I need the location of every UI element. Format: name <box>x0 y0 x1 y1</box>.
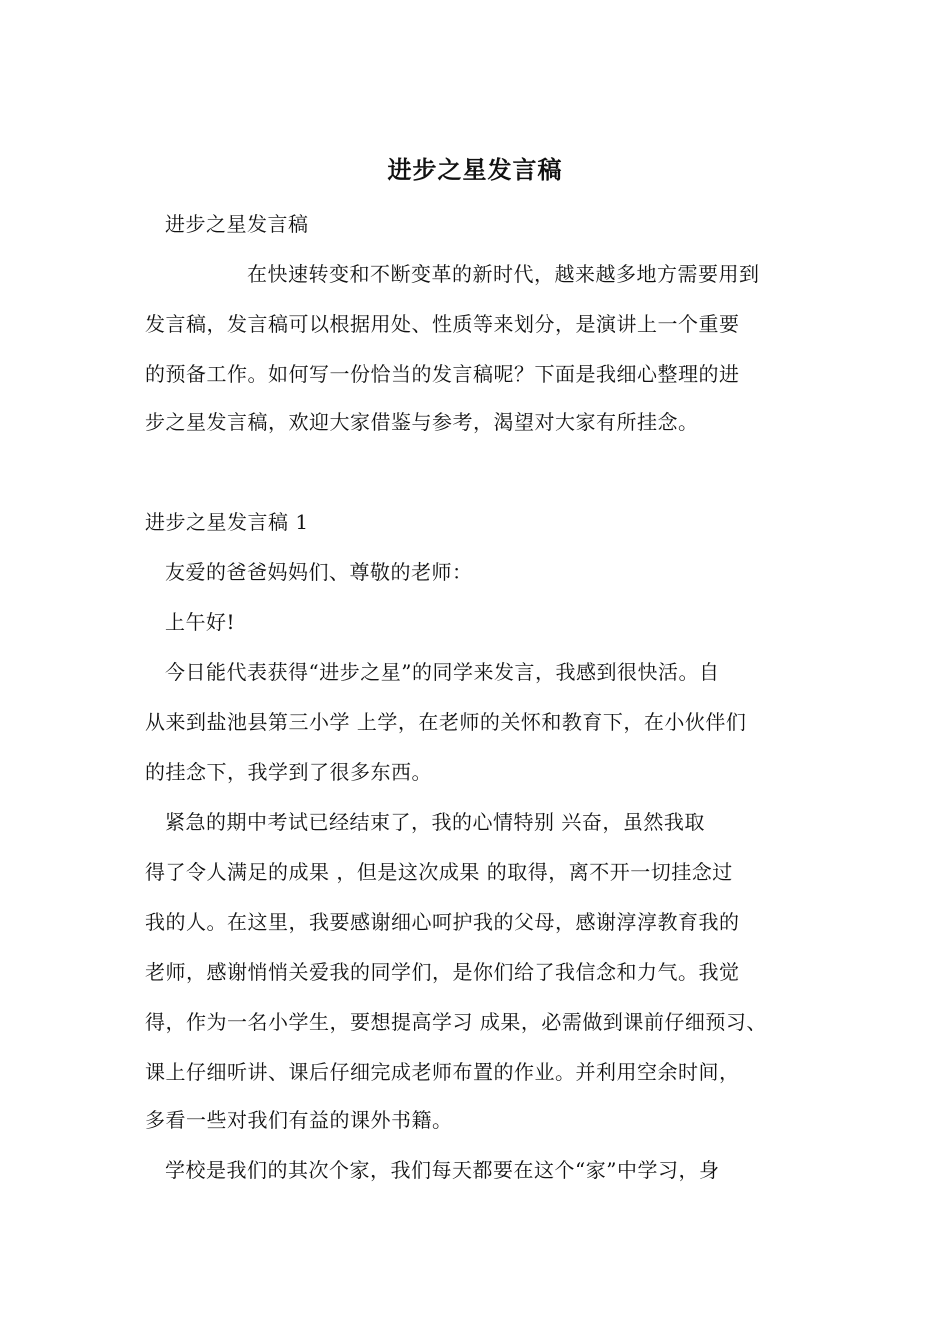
paragraph1-line-1: 今日能代表获得“进步之星”的同学来发言，我感到很快活。自 <box>165 660 720 684</box>
intro-line-3: 的预备工作。如何写一份恰当的发言稿呢？下面是我细心整理的进 <box>145 362 740 386</box>
paragraph2-line-2: 得了令人满足的成果 ，但是这次成果 的取得，离不开一切挂念过 <box>145 860 733 884</box>
intro-line-1: 在快速转变和不断变革的新时代，越来越多地方需要用到 <box>247 262 760 286</box>
paragraph2-line-5: 得，作为一名小学生，要想提高学习 成果，必需做到课前仔细预习、 <box>145 1010 767 1034</box>
section-heading: 进步之星发言稿 1 <box>145 510 309 534</box>
document-subtitle: 进步之星发言稿 <box>165 212 309 236</box>
salutation-line: 上午好! <box>165 610 236 634</box>
paragraph2-line-1: 紧急的期中考试已经结束了，我的心情特别 兴奋，虽然我取 <box>165 810 705 834</box>
paragraph3-line-1: 学校是我们的其次个家，我们每天都要在这个“家”中学习，身 <box>165 1158 720 1182</box>
paragraph1-line-3: 的挂念下，我学到了很多东西。 <box>145 760 432 784</box>
paragraph2-line-4: 老师，感谢悄悄关爱我的同学们，是你们给了我信念和力气。我觉 <box>145 960 740 984</box>
paragraph1-line-2: 从来到盐池县第三小学 上学，在老师的关怀和教育下，在小伙伴们 <box>145 710 747 734</box>
intro-line-2: 发言稿，发言稿可以根据用处、性质等来划分，是演讲上一个重要 <box>145 312 740 336</box>
greeting-line: 友爱的爸爸妈妈们、尊敬的老师： <box>165 560 473 584</box>
document-title: 进步之星发言稿 <box>387 156 563 184</box>
paragraph2-line-3: 我的人。在这里，我要感谢细心呵护我的父母，感谢淳淳教育我的 <box>145 910 740 934</box>
intro-line-4: 步之星发言稿，欢迎大家借鉴与参考，渴望对大家有所挂念。 <box>145 410 699 434</box>
paragraph2-line-6: 课上仔细听讲、课后仔细完成老师布置的作业。并利用空余时间， <box>145 1060 740 1084</box>
paragraph2-line-7: 多看一些对我们有益的课外书籍。 <box>145 1108 453 1132</box>
